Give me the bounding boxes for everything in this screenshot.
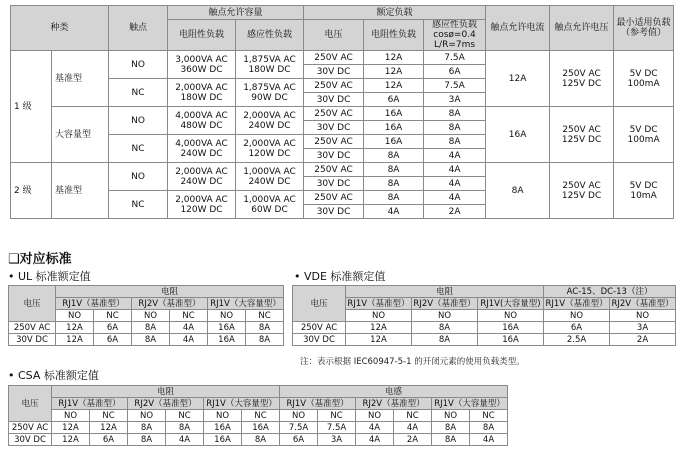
value-cell: 8A: [470, 422, 508, 434]
contact-cell: NC: [109, 135, 168, 163]
table-row: [293, 334, 676, 346]
voltage-cell: 30V DC: [304, 121, 364, 135]
header-model: RJ1V（基准型）: [280, 398, 356, 410]
ul-title: • UL 标准额定值: [8, 270, 91, 283]
value-cell: 8A: [132, 334, 170, 346]
cap-ind-cell: 1,000VA AC 60W DC: [236, 191, 304, 219]
header-contact: NO: [280, 410, 318, 422]
header-contact: NO: [544, 310, 610, 322]
value-cell: 16A: [204, 434, 242, 446]
value-cell: 12A: [346, 322, 412, 334]
header-contact: NC: [94, 310, 132, 322]
value-cell: 16A: [242, 422, 280, 434]
csa-title: • CSA 标准额定值: [8, 369, 99, 382]
type-large: 大容量型: [52, 107, 109, 163]
rated-res-cell: 8A: [364, 163, 424, 177]
rated-ind-cell: 2A: [424, 205, 486, 219]
rating-table: [10, 5, 674, 219]
value-cell: 4A: [170, 322, 208, 334]
header-model: RJ1V（大容量型）: [432, 398, 508, 410]
value-cell: 6A: [280, 434, 318, 446]
cap-ind-cell: 1,000VA AC 240W DC: [236, 163, 304, 191]
value-cell: 16A: [208, 322, 246, 334]
header-contact: NC: [170, 310, 208, 322]
header-resist: 电阻: [56, 286, 284, 298]
table-row: [293, 322, 676, 334]
type-standard: 基准型: [52, 163, 109, 219]
rated-ind-cell: 4A: [424, 191, 486, 205]
value-cell: 4A: [356, 422, 394, 434]
min-load-cell: 5V DC 10mA: [614, 163, 674, 219]
current-cell: 8A: [486, 163, 550, 219]
cap-res-cell: 2,000VA AC 120W DC: [168, 191, 236, 219]
voltage-cell: 250V AC: [304, 107, 364, 121]
header-model: RJ1V(大容量型): [478, 298, 544, 310]
voltage-cell: 30V DC: [9, 434, 52, 446]
voltage-cell: 30V DC: [304, 149, 364, 163]
value-cell: 8A: [246, 334, 284, 346]
value-cell: 16A: [204, 422, 242, 434]
min-load-cell: 5V DC 100mA: [614, 51, 674, 107]
header-contact: NC: [318, 410, 356, 422]
header-model: RJ1V（基准型）: [347, 298, 410, 309]
value-cell: 4A: [394, 422, 432, 434]
value-cell: 4A: [356, 434, 394, 446]
rated-ind-cell: 8A: [424, 107, 486, 121]
value-cell: 6A: [94, 334, 132, 346]
voltage-cell: 250V AC: [304, 79, 364, 93]
rated-res-cell: 12A: [364, 51, 424, 65]
voltage-cell: 30V DC: [304, 177, 364, 191]
cap-ind-cell: 1,875VA AC 180W DC: [236, 51, 304, 79]
header-contact: NO: [346, 310, 412, 322]
voltage-cell: 250V AC: [9, 322, 56, 334]
vde-note: 注：表示根据 IEC60947-5-1 的开闭元素的使用负载类型。: [300, 357, 525, 367]
header-rated-resistive: 电阻性负载: [364, 20, 424, 51]
voltage-cell: 250V AC: [304, 51, 364, 65]
rated-res-cell: 16A: [364, 107, 424, 121]
header-contact: NO: [128, 410, 166, 422]
header-contact: NC: [90, 410, 128, 422]
value-cell: 8A: [432, 434, 470, 446]
grade-2-label: 2 级: [11, 163, 52, 219]
header-model: RJ1V（大容量型）: [208, 298, 284, 310]
rated-ind-cell: 7.5A: [424, 79, 486, 93]
header-contact: NO: [132, 310, 170, 322]
header-rated-load: 额定负载: [304, 6, 486, 20]
table-row: [9, 322, 284, 334]
header-contact: NC: [394, 410, 432, 422]
value-cell: 8A: [128, 422, 166, 434]
header-contact: NO: [610, 310, 676, 322]
value-cell: 8A: [432, 422, 470, 434]
current-cell: 12A: [486, 51, 550, 107]
cap-res-cell: 3,000VA AC 360W DC: [168, 51, 236, 79]
header-model: RJ1V（基准型）: [56, 298, 132, 310]
value-cell: 12A: [90, 422, 128, 434]
value-cell: 2A: [610, 334, 676, 346]
header-cap-resistive: 电阻性负载: [168, 20, 236, 51]
table-row: [9, 434, 508, 446]
header-model: RJ1V（基准型）: [545, 298, 608, 309]
header-model: RJ1V（大容量型）: [204, 398, 280, 410]
header-contact: NC: [166, 410, 204, 422]
value-cell: 3A: [610, 322, 676, 334]
header-resist: 电阻: [346, 286, 544, 298]
rated-ind-cell: 4A: [424, 163, 486, 177]
standards-title: ❑对应标准: [8, 252, 72, 267]
cap-res-cell: 2,000VA AC 240W DC: [168, 163, 236, 191]
voltage-cell: 250V AC: [304, 163, 364, 177]
rated-ind-cell: 3A: [424, 93, 486, 107]
header-model: RJ2V（基准型）: [128, 398, 204, 410]
vde-title: • VDE 标准额定值: [294, 270, 386, 283]
header-contact: NO: [52, 410, 90, 422]
contact-cell: NO: [109, 107, 168, 135]
rated-res-cell: 12A: [364, 65, 424, 79]
voltage-cell: 30V DC: [9, 334, 56, 346]
cap-res-cell: 4,000VA AC 240W DC: [168, 135, 236, 163]
rated-res-cell: 8A: [364, 191, 424, 205]
voltage-cell: 30V DC: [304, 65, 364, 79]
header-min-load: 最小适用负载 （参考值）: [614, 6, 674, 51]
volt-allow-cell: 250V AC 125V DC: [550, 51, 614, 107]
header-model: RJ2V（基准型）: [132, 298, 208, 310]
header-kind: 种类: [11, 6, 109, 51]
header-resist: 电阻: [52, 386, 280, 398]
rated-res-cell: 4A: [364, 205, 424, 219]
value-cell: 8A: [412, 334, 478, 346]
value-cell: 4A: [470, 434, 508, 446]
rated-res-cell: 8A: [364, 177, 424, 191]
header-contact: NC: [246, 310, 284, 322]
contact-cell: NC: [109, 79, 168, 107]
value-cell: 6A: [90, 434, 128, 446]
header-ac15: AC-15、DC-13（注）: [544, 286, 676, 298]
cap-ind-cell: 2,000VA AC 240W DC: [236, 107, 304, 135]
table-row: [9, 334, 284, 346]
value-cell: 8A: [246, 322, 284, 334]
value-cell: 8A: [166, 422, 204, 434]
contact-cell: NC: [109, 191, 168, 219]
value-cell: 16A: [478, 322, 544, 334]
value-cell: 16A: [478, 334, 544, 346]
value-cell: 8A: [242, 434, 280, 446]
header-contact: 触点: [109, 6, 168, 51]
rated-res-cell: 16A: [364, 135, 424, 149]
header-contact: NO: [356, 410, 394, 422]
value-cell: 3A: [318, 434, 356, 446]
voltage-cell: 250V AC: [304, 135, 364, 149]
header-contact: NO: [208, 310, 246, 322]
value-cell: 8A: [412, 322, 478, 334]
volt-allow-cell: 250V AC 125V DC: [550, 107, 614, 163]
value-cell: 2A: [394, 434, 432, 446]
voltage-cell: 250V AC: [293, 322, 346, 334]
type-standard: 基准型: [52, 51, 109, 107]
value-cell: 8A: [128, 434, 166, 446]
rated-ind-cell: 7.5A: [424, 51, 486, 65]
header-model: RJ2V（基准型）: [413, 298, 476, 309]
voltage-cell: 30V DC: [304, 93, 364, 107]
value-cell: 12A: [346, 334, 412, 346]
header-voltage: 电压: [293, 286, 346, 322]
header-rated-inductive: 感应性负载 cosø=0.4 L/R=7ms: [424, 20, 486, 51]
cap-ind-cell: 2,000VA AC 120W DC: [236, 135, 304, 163]
header-model: RJ2V（基准型）: [356, 398, 432, 410]
contact-cell: NO: [109, 51, 168, 79]
value-cell: 12A: [52, 422, 90, 434]
rated-res-cell: 8A: [364, 149, 424, 163]
grade-1-label: 1 级: [11, 51, 52, 163]
value-cell: 6A: [544, 322, 610, 334]
header-contact: NO: [432, 410, 470, 422]
voltage-cell: 250V AC: [9, 422, 52, 434]
rated-ind-cell: 4A: [424, 149, 486, 163]
header-voltage: 电压: [9, 286, 56, 322]
voltage-cell: 250V AC: [304, 191, 364, 205]
header-model: RJ2V（基准型）: [611, 298, 674, 309]
min-load-cell: 5V DC 100mA: [614, 107, 674, 163]
rated-ind-cell: 8A: [424, 135, 486, 149]
vde-table: [292, 285, 676, 346]
header-contact: NO: [204, 410, 242, 422]
csa-table: [8, 385, 508, 446]
rated-res-cell: 12A: [364, 79, 424, 93]
rated-ind-cell: 6A: [424, 65, 486, 79]
cap-ind-cell: 1,875VA AC 90W DC: [236, 79, 304, 107]
value-cell: 2.5A: [544, 334, 610, 346]
rated-res-cell: 6A: [364, 93, 424, 107]
rated-ind-cell: 8A: [424, 121, 486, 135]
header-voltage: 电压: [9, 386, 52, 422]
volt-allow-cell: 250V AC 125V DC: [550, 163, 614, 219]
value-cell: 16A: [208, 334, 246, 346]
header-model: RJ1V（基准型）: [52, 398, 128, 410]
voltage-cell: 30V DC: [293, 334, 346, 346]
header-cap-inductive: 感应性负载: [236, 20, 304, 51]
contact-cell: NO: [109, 163, 168, 191]
header-voltage-allow: 触点允许电压: [550, 6, 614, 51]
header-current: 触点允许电流: [486, 6, 550, 51]
header-contact: NC: [470, 410, 508, 422]
header-contact: NO: [478, 310, 544, 322]
header-induct: 电感: [280, 386, 508, 398]
header-voltage: 电压: [304, 20, 364, 51]
value-cell: 8A: [132, 322, 170, 334]
value-cell: 6A: [94, 322, 132, 334]
voltage-cell: 30V DC: [304, 205, 364, 219]
value-cell: 4A: [166, 434, 204, 446]
rated-ind-cell: 4A: [424, 177, 486, 191]
value-cell: 12A: [52, 434, 90, 446]
rated-res-cell: 16A: [364, 121, 424, 135]
current-cell: 16A: [486, 107, 550, 163]
cap-res-cell: 2,000VA AC 180W DC: [168, 79, 236, 107]
header-contact: NC: [242, 410, 280, 422]
value-cell: 7.5A: [280, 422, 318, 434]
header-contact: NO: [56, 310, 94, 322]
cap-res-cell: 4,000VA AC 480W DC: [168, 107, 236, 135]
table-row: [9, 422, 508, 434]
header-contact: NO: [412, 310, 478, 322]
value-cell: 12A: [56, 322, 94, 334]
header-capacity: 触点允许容量: [168, 6, 304, 20]
value-cell: 4A: [170, 334, 208, 346]
ul-table: [8, 285, 284, 346]
value-cell: 7.5A: [318, 422, 356, 434]
value-cell: 12A: [56, 334, 94, 346]
